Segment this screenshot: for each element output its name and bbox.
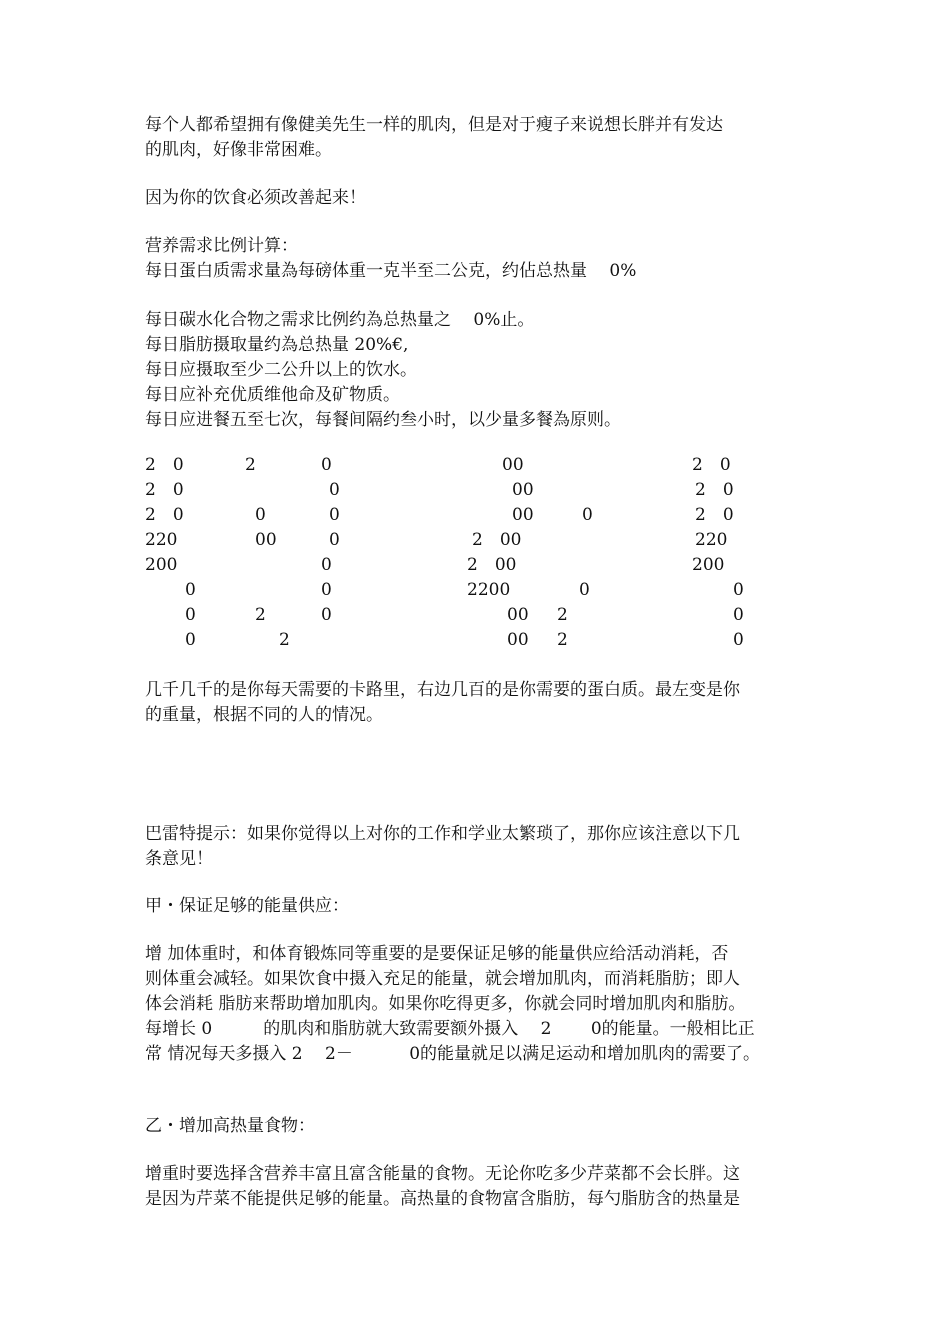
table-row [145, 478, 810, 503]
section-a-heading: 甲・保证足够的能量供应： [145, 896, 349, 916]
table-cell: 2 [279, 630, 290, 650]
table-cell: 2 0 [692, 455, 731, 475]
table-cell: 0 [185, 580, 196, 600]
section-a-line-4: 每增长 0 的肌肉和脂肪就大致需要额外摄入 2 0的能量。一般相比正 [145, 1019, 755, 1039]
table-cell: 00 [507, 630, 529, 650]
table-cell: 0 [329, 505, 340, 525]
table-cell: 2 0 [145, 505, 184, 525]
table-cell: 00 [512, 505, 534, 525]
table-row [145, 553, 810, 578]
explain-line-1: 几千几千的是你每天需要的卡路里，右边几百的是你需要的蛋白质。最左变是你 [145, 680, 740, 700]
calorie-table [145, 453, 810, 653]
table-cell: 2 0 [145, 455, 184, 475]
table-row [145, 528, 810, 553]
table-cell: 2 0 [145, 480, 184, 500]
paragraph-explain [145, 678, 810, 728]
section-b-body [145, 1162, 810, 1212]
paragraph-intro [145, 113, 810, 163]
section-a-title [145, 894, 810, 919]
table-cell: 2 [557, 605, 568, 625]
section-a-line-3: 体会消耗 脂肪来帮助增加肌肉。如果你吃得更多，你就会同时增加肌肉和脂肪。 [145, 994, 746, 1014]
nutrition-fat: 每日脂肪摄取量约為总热量 20%€, [145, 335, 409, 355]
table-cell: 0 [255, 505, 266, 525]
table-cell: 00 [512, 480, 534, 500]
table-cell: 2 0 [695, 480, 734, 500]
table-cell: 200 [145, 555, 178, 575]
table-cell: 2 0 [695, 505, 734, 525]
table-cell: 0 [579, 580, 590, 600]
table-cell: 0 [329, 480, 340, 500]
intro-line-2: 的肌肉，好像非常困难。 [145, 140, 332, 160]
nutrition-heading: 营养需求比例计算： [145, 236, 298, 256]
section-b-title [145, 1114, 810, 1139]
paragraph-tip [145, 822, 810, 872]
table-cell: 0 [321, 455, 332, 475]
table-row [145, 603, 810, 628]
paragraph-diet [145, 186, 810, 211]
table-cell: 0 [733, 605, 744, 625]
table-cell: 0 [185, 630, 196, 650]
table-cell: 0 [321, 580, 332, 600]
section-a-body [145, 942, 810, 1067]
table-cell: 0 [733, 580, 744, 600]
table-row [145, 453, 810, 478]
table-cell: 220 [145, 530, 178, 550]
table-cell: 00 [507, 605, 529, 625]
table-cell: 200 [692, 555, 725, 575]
explain-line-2: 的重量，根据不同的人的情况。 [145, 705, 383, 725]
table-row [145, 503, 810, 528]
table-cell: 0 [582, 505, 593, 525]
nutrition-meals: 每日应进餐五至七次，每餐间隔约叁小时，以少量多餐為原则。 [145, 410, 621, 430]
table-cell: 00 [502, 455, 524, 475]
nutrition-protein: 每日蛋白质需求量為每磅体重一克半至二公克，约佔总热量 0% [145, 261, 637, 281]
table-cell: 2200 [467, 580, 511, 600]
section-a-line-5: 常 情况每天多摄入 2 2－ 0的能量就足以满足运动和增加肌肉的需要了。 [145, 1044, 761, 1064]
table-cell: 2 00 [472, 530, 522, 550]
table-cell: 0 [321, 605, 332, 625]
section-b-line-1: 增重时要选择含营养丰富且富含能量的食物。无论你吃多少芹菜都不会长胖。这 [145, 1164, 740, 1184]
diet-line-1: 因为你的饮食必须改善起来！ [145, 188, 366, 208]
table-cell: 00 [255, 530, 277, 550]
table-cell: 2 [557, 630, 568, 650]
table-cell: 220 [695, 530, 728, 550]
tip-line-1: 巴雷特提示：如果你觉得以上对你的工作和学业太繁琐了，那你应该注意以下几 [145, 824, 740, 844]
paragraph-nutrition [145, 234, 810, 284]
nutrition-carbs: 每日碳水化合物之需求比例约為总热量之 0%止。 [145, 310, 535, 330]
paragraph-nutrition-list [145, 308, 810, 433]
table-cell: 0 [321, 555, 332, 575]
section-a-line-1: 增 加体重时，和体育锻炼同等重要的是要保证足够的能量供应给活动消耗，否 [145, 944, 729, 964]
table-cell: 0 [185, 605, 196, 625]
intro-line-1: 每个人都希望拥有像健美先生一样的肌肉，但是对于瘦子来说想长胖并有发达 [145, 115, 723, 135]
table-cell: 2 [245, 455, 256, 475]
table-cell: 2 [255, 605, 266, 625]
nutrition-vitamins: 每日应补充优质维他命及矿物质。 [145, 385, 400, 405]
section-b-heading: 乙・增加高热量食物： [145, 1116, 315, 1136]
tip-line-2: 条意见！ [145, 849, 213, 869]
table-cell: 2 00 [467, 555, 517, 575]
table-row [145, 578, 810, 603]
nutrition-water: 每日应摄取至少二公升以上的饮水。 [145, 360, 417, 380]
table-cell: 0 [329, 530, 340, 550]
section-a-line-2: 则体重会减轻。如果饮食中摄入充足的能量，就会增加肌肉，而消耗脂肪；即人 [145, 969, 740, 989]
table-row [145, 628, 810, 653]
section-b-line-2: 是因为芹菜不能提供足够的能量。高热量的食物富含脂肪，每勺脂肪含的热量是 [145, 1189, 740, 1209]
table-cell: 0 [733, 630, 744, 650]
